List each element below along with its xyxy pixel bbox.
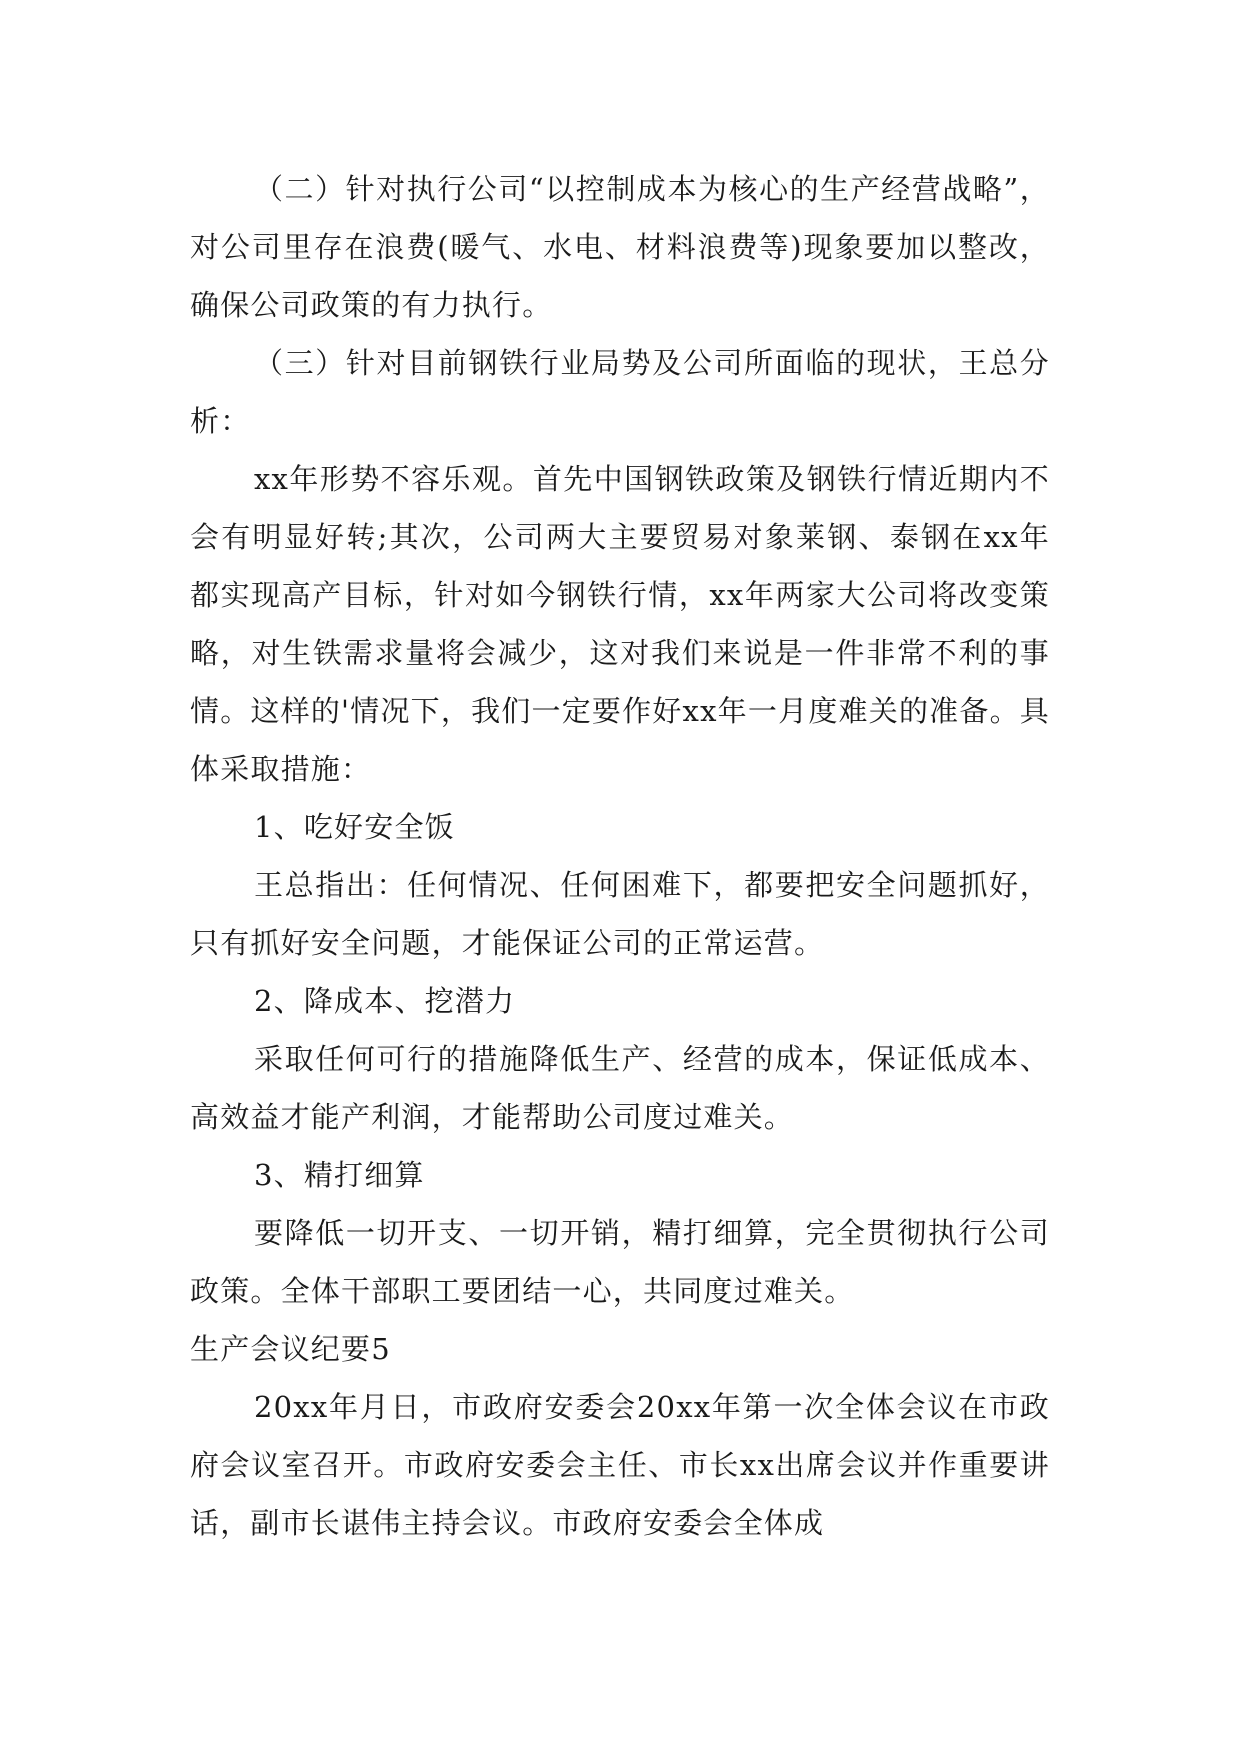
section-heading: 生产会议纪要5 <box>190 1332 391 1366</box>
paragraph-meeting-intro: 20xx年月日，市政府安委会20xx年第一次全体会议在市政府会议室召开。市政府安委会主任、市长xx出席会议并作重要讲话，副市长谌伟主持会议。市政府安委会全体成 <box>190 1390 1050 1540</box>
paragraph-safety-detail: 王总指出：任何情况、任何困难下，都要把安全问题抓好，只有抓好安全问题，才能保证公司的正常运营。 <box>190 868 1050 960</box>
paragraph-cost-strategy: （二）针对执行公司“以控制成本为核心的生产经营战略”，对公司里存在浪费(暖气、水电、材料浪费等)现象要加以整改，确保公司政策的有力执行。 <box>190 172 1050 322</box>
list-item-budget-title: 3、精打细算 <box>254 1158 425 1192</box>
paragraph-budget-detail: 要降低一切开支、一切开销，精打细算，完全贯彻执行公司政策。全体干部职工要团结一心，共同度过难关。 <box>190 1216 1050 1308</box>
paragraph-cost-detail: 采取任何可行的措施降低生产、经营的成本，保证低成本、高效益才能产利润，才能帮助公司度过难关。 <box>190 1042 1050 1134</box>
paragraph-market-outlook: xx年形势不容乐观。首先中国钢铁政策及钢铁行情近期内不会有明显好转;其次，公司两大主要贸易对象莱钢、泰钢在xx年都实现高产目标，针对如今钢铁行情，xx年两家大公司将改变策略，对生铁需求量将会减少，这对我们来说是一件非常不利的事情。这样的'情况下，我们一定要作好xx年一月度难关的准备。具体采取措施： <box>190 462 1050 786</box>
document-page <box>190 160 1050 1552</box>
list-item-safety-title: 1、吃好安全饭 <box>254 810 455 844</box>
paragraph-industry-analysis-intro: （三）针对目前钢铁行业局势及公司所面临的现状，王总分析： <box>190 346 1050 438</box>
list-item-cost-title: 2、降成本、挖潜力 <box>254 984 516 1018</box>
